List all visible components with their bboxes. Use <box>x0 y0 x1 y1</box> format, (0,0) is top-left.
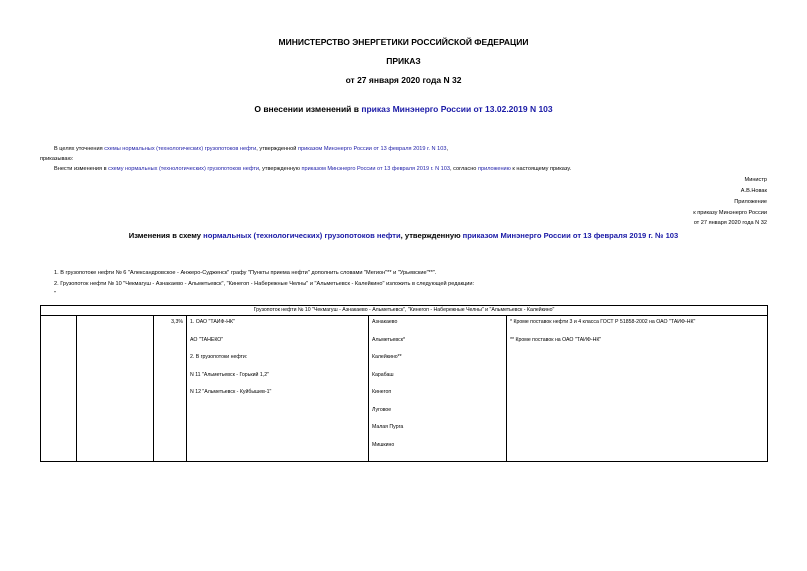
scheme-link[interactable]: схемы нормальных (технологических) грузопотоков нефти <box>104 146 257 152</box>
list-item: Малая Пурга <box>372 424 404 430</box>
preamble-text: Внести изменения в <box>54 166 109 172</box>
table-row <box>41 316 768 462</box>
doc-title <box>0 104 807 114</box>
preamble-text: к настоящему приказу. <box>510 166 572 172</box>
list-item: Карабаш <box>372 371 394 378</box>
change-item-2: 2. Грузопоток нефти № 10 "Чекмагуш - Азнакаево - Альметьевск", "Кинегоп - Набережные Челны" и "Альметьевск - Калейкино" изложить в следующей редакции: <box>54 281 475 287</box>
list-item: Кинегоп <box>372 389 392 395</box>
doc-title-prefix: О внесении изменений в <box>254 104 362 114</box>
table-header: Грузопоток нефти № 10 "Чекмагуш - Азнакаево - Альметьевск", "Кинегоп - Набережные Челны" и "Альметьевск - Калейкино" <box>41 306 768 316</box>
preamble-paragraph-1 <box>54 146 448 153</box>
table-cell-empty <box>77 316 154 462</box>
changes-title-text: Изменения в схему <box>128 231 204 240</box>
order-word: приказываю: <box>40 156 74 162</box>
doc-title-link[interactable]: приказ Минэнерго России от 13.02.2019 N 103 <box>361 104 553 114</box>
list-item: Мишкино <box>372 441 395 448</box>
preamble-text: В целях уточнения <box>54 146 105 152</box>
scheme-link[interactable]: схему нормальных (технологических) грузопотоков нефти <box>108 166 260 172</box>
table-cell-empty <box>41 316 77 462</box>
list-item: N 11 "Альметьевск - Горький 1,2" <box>190 371 269 378</box>
signature-position: Министр <box>744 177 767 183</box>
list-item: 1. ОАО "ТАИФ-НК" <box>190 319 235 325</box>
preamble-text: , утвержденную <box>259 166 302 172</box>
list-item: Калейкино** <box>372 354 402 360</box>
list-item: Луговое <box>372 406 392 413</box>
scheme-link[interactable]: нормальных (технологических) грузопотоков нефти <box>203 231 401 240</box>
list-item: АО "ТАНЕКО" <box>190 336 224 343</box>
doc-type-heading: ПРИКАЗ <box>386 56 421 66</box>
appendix-label: Приложение <box>734 199 767 205</box>
appendix-line-2: от 27 января 2020 года N 32 <box>693 220 767 226</box>
change-item-1: 1. В грузопотоке нефти № 6 "Александровское - Анжеро-Судженск" графу "Пункты приема нефти" дополнить словами "Мегион"** и "Урьевские"**". <box>54 270 437 276</box>
list-item: Альметьевск* <box>372 336 406 343</box>
cargo-flow-table <box>40 305 768 462</box>
appendix-line-1: к приказу Минэнерго России <box>693 210 767 216</box>
changes-title <box>0 231 807 240</box>
ministry-heading: МИНИСТЕРСТВО ЭНЕРГЕТИКИ РОССИЙСКОЙ ФЕДЕРАЦИИ <box>278 37 529 47</box>
preamble-text: , утвержденной <box>256 146 298 152</box>
order-link[interactable]: приказом Минэнерго России от 13 февраля 2019 г. N 103 <box>297 146 447 152</box>
list-item: N 12 "Альметьевск - Куйбышев-1" <box>190 389 272 395</box>
list-item: * Кроме поставок нефти 3 и 4 класса ГОСТ Р 51858-2002 на ОАО "ТАИФ-НК" <box>510 319 696 325</box>
table-cell-recipients <box>187 316 369 462</box>
quote-mark: " <box>54 291 56 297</box>
table-cell-notes <box>507 316 768 462</box>
table-cell-points <box>369 316 507 462</box>
doc-date-number: от 27 января 2020 года N 32 <box>345 75 462 85</box>
list-item: Азнакаево <box>372 319 398 325</box>
preamble-text: , согласно <box>450 166 478 172</box>
table-cell-percent: 3,3% <box>154 316 187 462</box>
list-item: 2. В грузопотоки нефти: <box>190 354 248 360</box>
preamble-text: , <box>446 146 449 152</box>
order-link[interactable]: приказом Минэнерго России от 13 февраля 2019 г. № 103 <box>462 231 679 240</box>
preamble-paragraph-2 <box>54 166 571 173</box>
list-item: ** Кроме поставок на ОАО "ТАИФ-НК" <box>510 336 602 343</box>
table-header-row <box>41 306 768 316</box>
appendix-link[interactable]: приложению <box>477 166 511 172</box>
order-link[interactable]: приказом Минэнерго России от 13 февраля 2019 г. N 103 <box>301 166 451 172</box>
signature-name: А.В.Новак <box>740 188 767 194</box>
changes-title-text: , утвержденную <box>400 231 463 240</box>
